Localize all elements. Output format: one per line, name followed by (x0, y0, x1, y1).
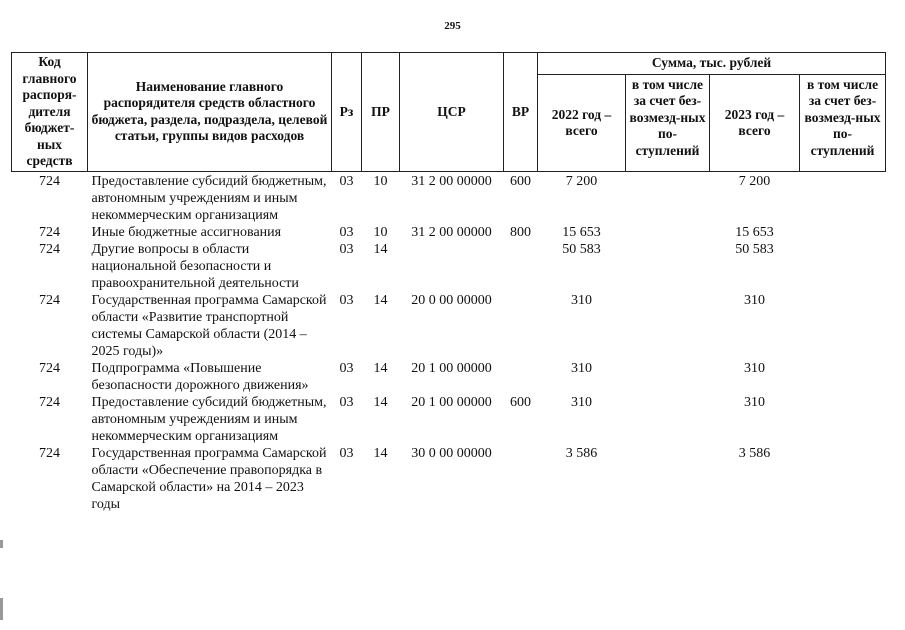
cell-vr: 800 (510, 224, 531, 240)
cell-name: Государственная программа Самарской области «Развитие транспортной системы Самарской области (2014 – 2025 годы)» (91, 292, 327, 359)
cell-rz: 03 (339, 394, 354, 410)
scan-edge-mark (0, 540, 3, 548)
cell-2022-total: 310 (571, 394, 592, 410)
cell-code: 724 (39, 394, 60, 410)
cell-code: 724 (39, 360, 60, 376)
cell-rz: 03 (339, 360, 354, 376)
cell-csr: 20 0 00 00000 (411, 292, 492, 308)
cell-code: 724 (39, 173, 60, 189)
cell-2022-grants (626, 241, 710, 292)
cell-rz: 03 (339, 241, 354, 257)
table-row (12, 171, 886, 224)
cell-pr: 10 (373, 173, 388, 189)
cell-2022-total: 3 586 (565, 445, 598, 461)
cell-2023-total: 50 583 (735, 241, 774, 257)
cell-name: Предоставление субсидий бюджетным, автономным учреждениям и иным некоммерческим организациям (91, 173, 327, 223)
cell-name: Предоставление субсидий бюджетным, автономным учреждениям и иным некоммерческим организациям (91, 394, 327, 444)
cell-2022-grants (626, 171, 710, 224)
scan-edge-mark (0, 598, 3, 620)
table-row (12, 360, 886, 394)
cell-code: 724 (39, 224, 60, 240)
table-row (12, 292, 886, 360)
cell-csr: 31 2 00 00000 (411, 173, 492, 189)
header-vr: ВР (504, 53, 538, 172)
header-sum-group: Сумма, тыс. рублей (538, 53, 886, 75)
cell-code: 724 (39, 292, 60, 308)
table-row (12, 394, 886, 445)
cell-2023-total: 15 653 (735, 224, 774, 240)
cell-2022-grants (626, 224, 710, 241)
cell-2023-total: 310 (744, 360, 765, 376)
header-pr: ПР (362, 53, 400, 172)
cell-2022-total: 310 (571, 360, 592, 376)
cell-2022-total: 7 200 (565, 173, 598, 189)
cell-2023-total: 3 586 (738, 445, 771, 461)
cell-rz: 03 (339, 224, 354, 240)
cell-vr: 600 (510, 394, 531, 410)
cell-rz: 03 (339, 445, 354, 461)
header-2022-grants: в том числе за счет без-возмезд-ных по-ступлений (626, 74, 710, 171)
cell-name: Иные бюджетные ассигнования (91, 224, 282, 240)
page-number: 295 (444, 20, 461, 32)
cell-name: Подпрограмма «Повышение безопасности дорожного движения» (91, 360, 309, 393)
cell-2023-total: 7 200 (738, 173, 771, 189)
header-code: Код главного распоря-дителя бюджет-ных средств (12, 53, 88, 172)
cell-2022-grants (626, 360, 710, 394)
header-name: Наименование главного распорядителя средств областного бюджета, раздела, подраздела, целевой статьи, группы видов расходов (88, 53, 332, 172)
cell-name: Другие вопросы в области национальной безопасности и правоохранительной деятельности (91, 241, 299, 291)
cell-pr: 10 (373, 224, 388, 240)
cell-csr (400, 241, 504, 292)
table-row (12, 224, 886, 241)
header-2023-total: 2023 год – всего (710, 74, 800, 171)
table-row (12, 241, 886, 292)
cell-pr: 14 (373, 241, 388, 257)
budget-table (11, 52, 886, 513)
cell-csr: 30 0 00 00000 (411, 445, 492, 461)
cell-2022-grants (626, 394, 710, 445)
cell-vr: 600 (510, 173, 531, 189)
cell-2023-total: 310 (744, 394, 765, 410)
header-rz: Рз (332, 53, 362, 172)
table-header (12, 53, 886, 172)
cell-vr (504, 360, 538, 394)
cell-2023-grants (800, 241, 886, 292)
cell-2023-total: 310 (744, 292, 765, 308)
cell-2023-grants (800, 394, 886, 445)
cell-pr: 14 (373, 445, 388, 461)
cell-code: 724 (39, 241, 60, 257)
cell-2022-total: 15 653 (562, 224, 601, 240)
cell-csr: 20 1 00 00000 (411, 360, 492, 376)
cell-2022-grants (626, 445, 710, 513)
cell-vr (504, 445, 538, 513)
cell-pr: 14 (373, 360, 388, 376)
cell-csr: 31 2 00 00000 (411, 224, 492, 240)
cell-2022-total: 50 583 (562, 241, 601, 257)
cell-2022-grants (626, 292, 710, 360)
cell-vr (504, 292, 538, 360)
cell-csr: 20 1 00 00000 (411, 394, 492, 410)
header-csr: ЦСР (400, 53, 504, 172)
cell-rz: 03 (339, 173, 354, 189)
cell-code: 724 (39, 445, 60, 461)
table-row (12, 445, 886, 513)
header-2022-total: 2022 год – всего (538, 74, 626, 171)
cell-name: Государственная программа Самарской области «Обеспечение правопорядка в Самарской области» на 2014 – 2023 годы (91, 445, 327, 512)
cell-vr (504, 241, 538, 292)
cell-2023-grants (800, 224, 886, 241)
cell-pr: 14 (373, 292, 388, 308)
cell-2023-grants (800, 292, 886, 360)
cell-pr: 14 (373, 394, 388, 410)
cell-rz: 03 (339, 292, 354, 308)
table-body (12, 171, 886, 513)
cell-2023-grants (800, 445, 886, 513)
cell-2023-grants (800, 171, 886, 224)
cell-2022-total: 310 (571, 292, 592, 308)
header-2023-grants: в том числе за счет без-возмезд-ных по-ступлений (800, 74, 886, 171)
cell-2023-grants (800, 360, 886, 394)
